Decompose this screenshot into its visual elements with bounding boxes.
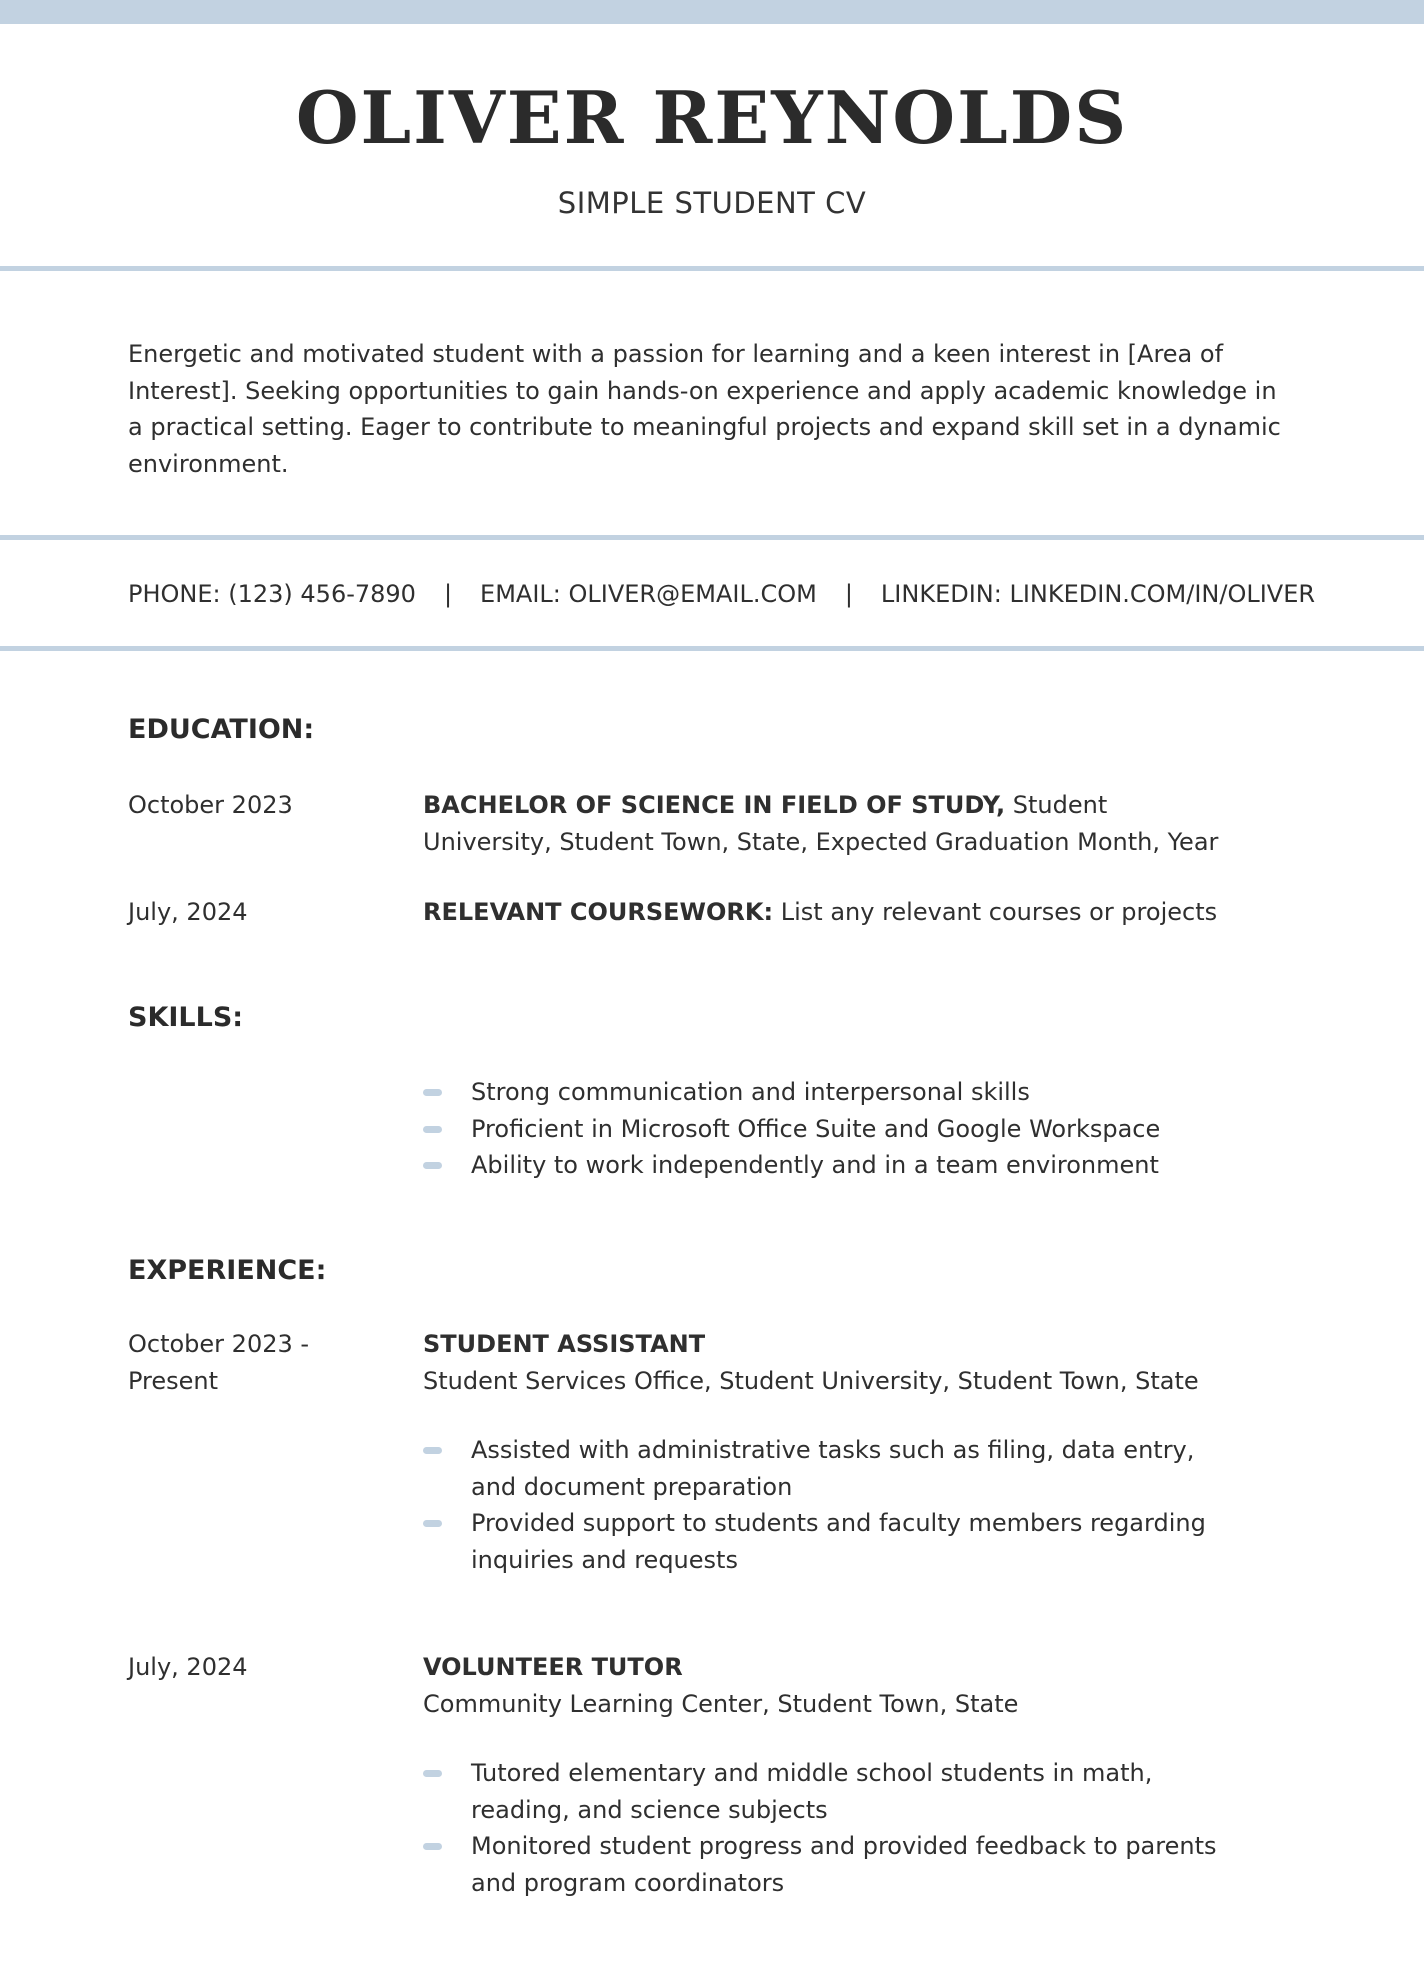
education-date: October 2023 [128,791,293,819]
job-bullet-text: Tutored elementary and middle school students in math, reading, and science subjects [471,1759,1153,1824]
experience-heading: EXPERIENCE: [128,1255,327,1286]
contact-separator: | [443,580,453,608]
bullet-dash-icon [423,1520,442,1527]
education-date: July, 2024 [128,898,248,926]
contact-linkedin: LINKEDIN: LINKEDIN.COM/IN/OLIVER [880,580,1316,608]
contact-line [128,580,1328,608]
contact-separator: | [844,580,853,608]
skills-list [423,1074,1283,1184]
skill-text: Strong communication and interpersonal skills [471,1078,1030,1106]
list-item [423,1505,1223,1578]
bullet-dash-icon [423,1162,442,1169]
job-bullets [423,1432,1223,1578]
education-entry [423,894,1323,931]
list-item [423,1147,1283,1184]
list-item [423,1828,1223,1901]
skills-heading: SKILLS: [128,1002,244,1033]
bullet-dash-icon [423,1089,442,1096]
contact-email: EMAIL: OLIVER@EMAIL.COM [480,580,817,608]
list-item [423,1074,1283,1111]
list-item [423,1111,1283,1148]
list-item [423,1432,1223,1505]
education-detail: Student University, Student Town, State, Expected Graduation Month, Year [423,791,1219,856]
top-accent-band [0,0,1424,24]
list-item [423,1755,1223,1828]
skill-text: Ability to work independently and in a team environment [471,1151,1159,1179]
job-title: VOLUNTEER TUTOR [423,1653,683,1681]
job-bullet-text: Monitored student progress and provided feedback to parents and program coordinators [471,1832,1217,1897]
bullet-dash-icon [423,1770,442,1777]
job-date: July, 2024 [128,1653,248,1681]
cv-subtitle: SIMPLE STUDENT CV [557,186,867,220]
skill-text: Proficient in Microsoft Office Suite and Google Workspace [471,1114,1161,1143]
divider [0,535,1424,540]
job-bullets [423,1755,1223,1901]
job-header [423,1326,1323,1399]
job-bullet-text: Assisted with administrative tasks such as filing, data entry, and document preparation [471,1436,1195,1501]
divider [0,266,1424,271]
bullet-dash-icon [423,1447,442,1454]
coursework-title: RELEVANT COURSEWORK: [423,898,774,926]
divider [0,646,1424,651]
bullet-dash-icon [423,1843,442,1850]
coursework-detail: List any relevant courses or projects [773,898,1218,926]
education-entry [423,787,1243,860]
education-title: BACHELOR OF SCIENCE IN FIELD OF STUDY, [423,791,1006,819]
bullet-dash-icon [423,1126,442,1133]
job-organization: Student Services Office, Student University, Student Town, State [423,1366,1199,1395]
profile-summary: Energetic and motivated student with a passion for learning and a keen interest in [Area of Interest]. Seeking opportunities to gain hands-on experience and apply academic knowledge in a practical setting. Eager to contribute to meaningful projects and expand skill set in a dynamic environment. [128,340,1281,478]
candidate-name: OLIVER REYNOLDS [295,75,1129,160]
education-heading: EDUCATION: [128,714,315,745]
job-organization: Community Learning Center, Student Town, State [423,1689,1019,1718]
job-date: October 2023 - Present [128,1330,310,1395]
contact-phone: PHONE: (123) 456-7890 [128,580,416,608]
job-bullet-text: Provided support to students and faculty members regarding inquiries and requests [471,1509,1206,1574]
job-header [423,1649,1323,1722]
job-title: STUDENT ASSISTANT [423,1330,706,1358]
